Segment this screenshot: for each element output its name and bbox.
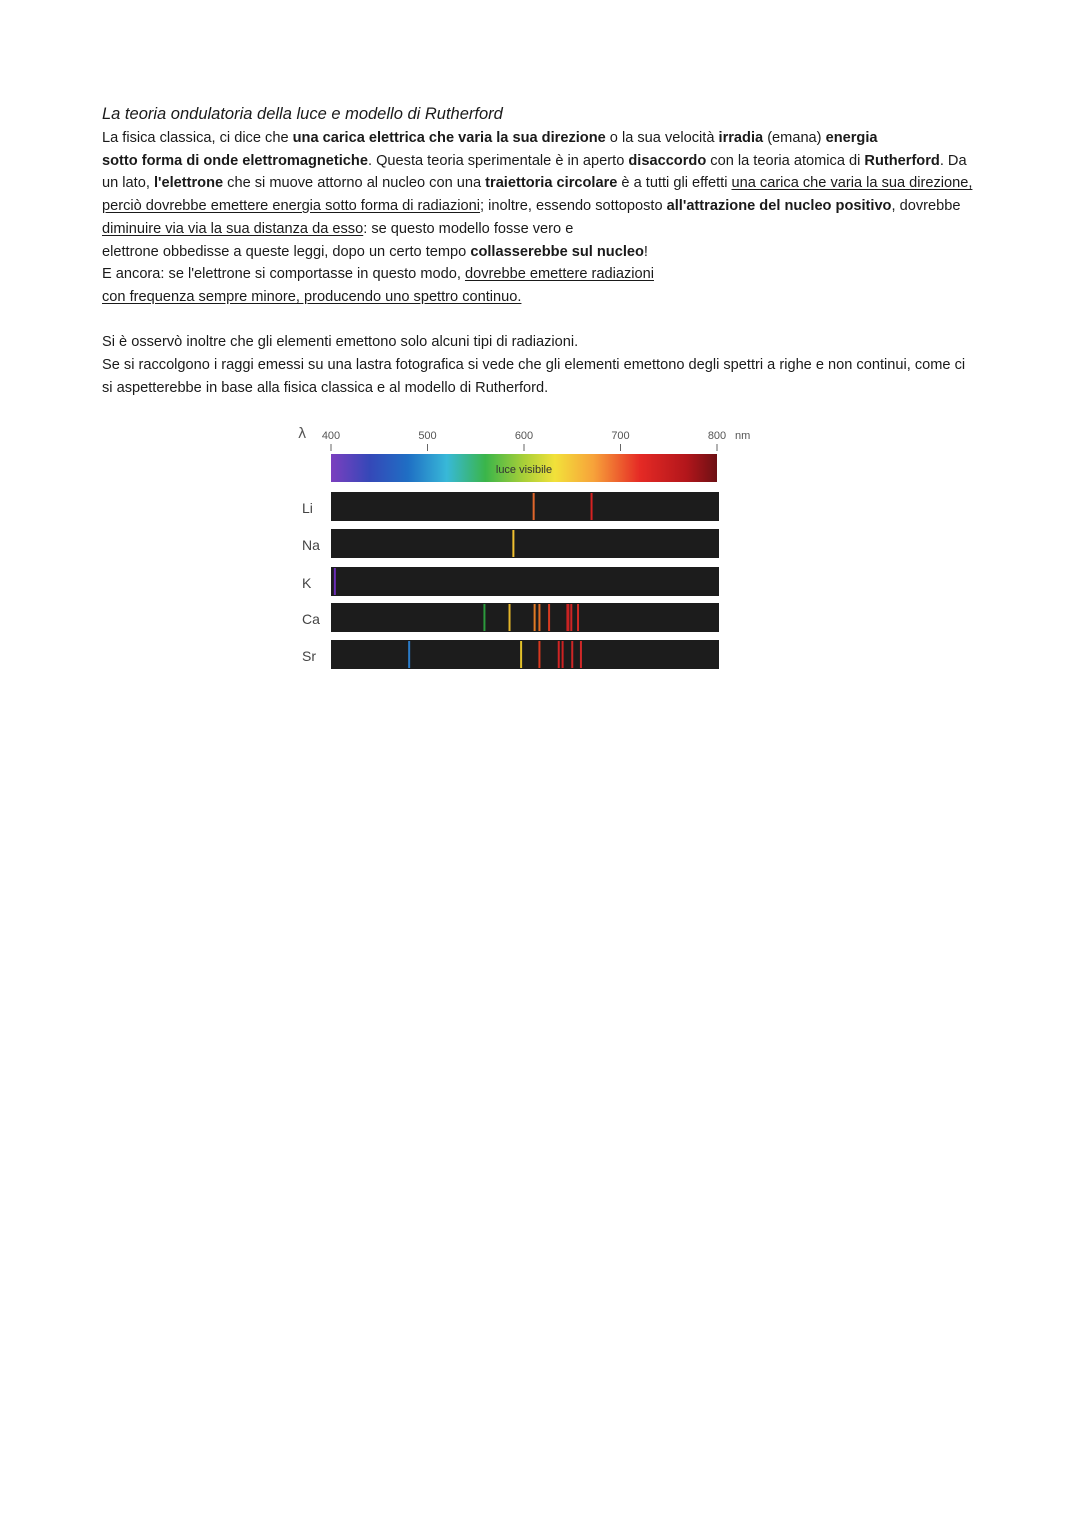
element-symbol-li: Li: [302, 500, 313, 516]
emission-line: [558, 641, 560, 668]
emission-line: [334, 568, 336, 595]
text-run: o la sua velocità: [605, 130, 719, 146]
paragraph-rutherford-conflict: [102, 127, 982, 309]
emission-line: [571, 641, 573, 668]
emission-line: [548, 604, 550, 631]
text-run: che si muove attorno al nucleo con una: [223, 175, 486, 192]
paragraph-gap: [102, 309, 982, 332]
text-run: (emana): [763, 130, 826, 146]
tick-label: 800: [707, 430, 727, 442]
section-title: La teoria ondulatoria della luce e modello di Rutherford: [102, 105, 503, 123]
element-symbol-sr: Sr: [302, 648, 316, 664]
paragraph-line-spectra: [102, 354, 982, 399]
emission-line: [512, 530, 514, 557]
emission-line: [577, 604, 579, 631]
emission-spectra-figure: [290, 420, 760, 680]
text-run: !: [643, 243, 648, 260]
text-run: è a tutti gli effetti: [617, 175, 732, 192]
bold-phrase: sotto forma di onde elettromagnetiche: [102, 152, 368, 169]
bold-phrase: Rutherford: [864, 152, 940, 169]
element-symbol-na: Na: [302, 537, 320, 553]
element-symbol-ca: Ca: [302, 611, 320, 627]
tick-label: 400: [321, 430, 341, 442]
tick-label: 700: [611, 430, 630, 442]
emission-line: [562, 641, 564, 668]
text-run: : se questo modello fosse vero e: [363, 220, 574, 237]
emission-line: [580, 641, 582, 668]
spectrum-row-sr: [331, 640, 719, 669]
emission-line: [408, 641, 410, 668]
visible-light-label: luce visibile: [495, 464, 553, 476]
unit-label: nm: [735, 430, 751, 442]
bold-phrase: l'elettrone: [153, 175, 224, 192]
lambda-label: λ: [298, 426, 307, 442]
bold-phrase: irradia: [718, 130, 764, 146]
emission-line: [509, 604, 511, 631]
text-run: . Questa teoria sperimentale è in aperto: [367, 152, 629, 169]
underlined-phrase: diminuire via via la sua distanza da esso: [102, 220, 364, 237]
paragraph-observation: Si è osservò inoltre che gli elementi emettono solo alcuni tipi di radiazioni.: [102, 334, 579, 351]
bold-phrase: collasserebbe sul nucleo: [470, 243, 644, 260]
text-run: E ancora: se l'elettrone si comportasse in questo modo,: [102, 266, 465, 283]
document-body: [102, 103, 982, 399]
text-run: elettrone obbedisse a queste leggi, dopo un certo tempo: [102, 243, 471, 260]
paragraph-line-spectra-line1: Se si raccolgono i raggi emessi su una lastra fotografica si vede che gli elementi emettono degli spettri a righe e non continui, come ci: [102, 357, 966, 374]
emission-line: [567, 604, 569, 631]
emission-line: [483, 604, 485, 631]
emission-line: [534, 604, 536, 631]
emission-line: [520, 641, 522, 668]
bold-phrase: traiettoria circolare: [485, 175, 618, 192]
text-run: con la teoria atomica di: [706, 152, 865, 169]
emission-line: [533, 493, 535, 520]
emission-line: [591, 493, 593, 520]
underlined-phrase: dovrebbe emettere radiazioni: [464, 266, 654, 283]
emission-line: [538, 641, 540, 668]
text-run: un lato,: [102, 175, 154, 192]
emission-line: [538, 604, 540, 631]
text-run: La fisica classica, ci dice che: [102, 130, 293, 146]
tick-label: 500: [418, 430, 437, 442]
text-run: ; inoltre, essendo sottoposto: [480, 198, 667, 215]
paragraph-line-spectra-line2: si aspetterebbe in base alla fisica classica e al modello di Rutherford.: [102, 379, 549, 396]
spectrum-row-ca: [331, 603, 719, 632]
underlined-phrase: perciò dovrebbe emettere energia sotto forma di radiazioni: [102, 198, 481, 215]
emission-spectra-svg: [290, 420, 760, 680]
tick-label: 600: [514, 430, 534, 442]
text-run: , dovrebbe: [891, 198, 961, 215]
underlined-phrase: una carica che varia la sua direzione,: [731, 175, 973, 192]
spectrum-row-k: [331, 567, 719, 596]
emission-line: [570, 604, 572, 631]
underlined-phrase: con frequenza sempre minore, producendo uno spettro continuo.: [102, 288, 522, 305]
bold-phrase: disaccordo: [628, 152, 707, 169]
bold-phrase: energia: [825, 130, 878, 146]
spectrum-row-li: [331, 492, 719, 521]
text-run: . Da: [939, 152, 967, 169]
spectrum-row-na: [331, 529, 719, 558]
bold-phrase: all'attrazione del nucleo positivo: [666, 198, 892, 215]
bold-phrase: una carica elettrica che varia la sua direzione: [292, 130, 606, 146]
element-symbol-k: K: [302, 575, 312, 591]
